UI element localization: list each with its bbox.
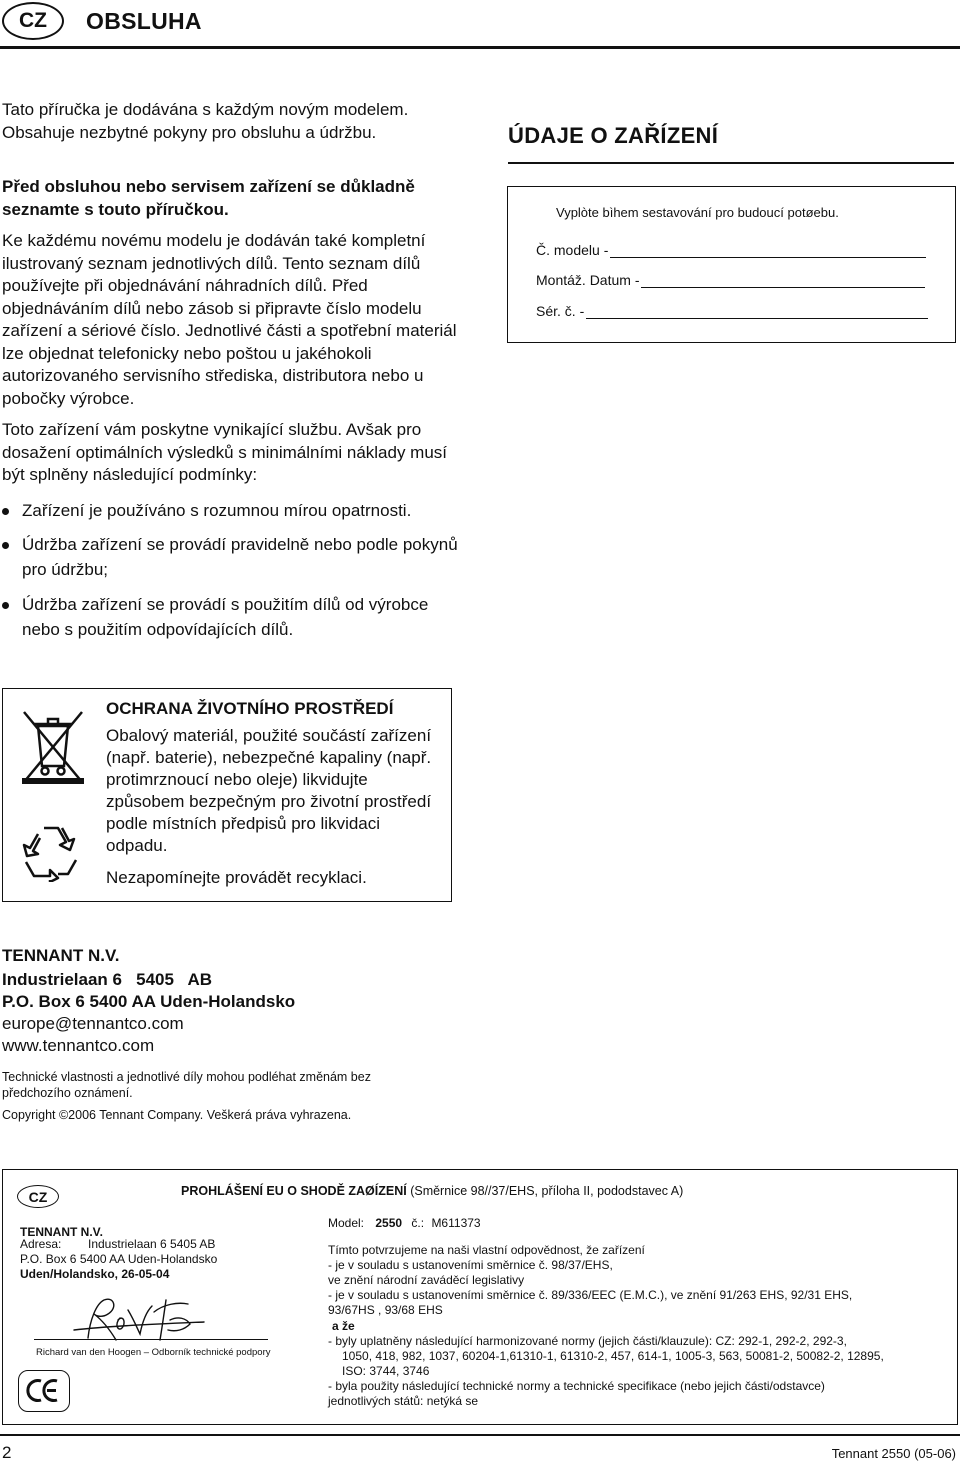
declaration-address-label: Adresa: <box>20 1237 62 1251</box>
device-data-title: ÚDAJE O ZAŘÍZENÍ <box>508 123 719 148</box>
declaration-line: 1050, 418, 982, 1037, 60204-1,61310-1, 61310-2, 457, 614-1, 1005-3, 563, 50081-2, 50082-2, 12895, <box>342 1349 884 1363</box>
language-badge: CZ <box>2 2 64 40</box>
declaration-line: - je v souladu s ustanoveními směrnice č. 89/336/EEC (E.M.C.), ve znění 91/263 EHS, 92/31 EHS, <box>328 1288 853 1302</box>
declaration-line: jednotlivých států: netýká se <box>328 1394 479 1408</box>
declaration-line: - je v souladu s ustanoveními směrnice č. 98/37/EHS, <box>328 1258 613 1272</box>
copyright: Copyright ©2006 Tennant Company. Veškerá práva vyhrazena. <box>2 1108 352 1122</box>
recycle-icon <box>18 820 84 882</box>
bullet-dot <box>2 602 9 609</box>
company-street: Industrielaan 6 5405 AB <box>2 970 213 989</box>
model-label: Model: <box>328 1216 365 1230</box>
device-data-rule <box>508 162 954 164</box>
serial-number-field[interactable] <box>586 304 928 319</box>
model-number-label: Č. modelu - <box>536 242 609 258</box>
device-data-intro: Vyplòte bìhem sestavování pro budoucí potøebu. <box>556 205 839 220</box>
declaration-line: ISO: 3744, 3746 <box>342 1364 430 1378</box>
bullet-dot <box>2 508 9 515</box>
declaration-line: ve znění národní zaváděcí legislativy <box>328 1273 525 1287</box>
page-title: OBSLUHA <box>86 8 202 34</box>
model-no-value: M611373 <box>431 1216 481 1230</box>
declaration-line: 93/67HS , 93/68 EHS <box>328 1303 443 1317</box>
serial-number-row <box>536 303 928 319</box>
model-no-label: č.: <box>411 1216 425 1230</box>
model-number-field[interactable] <box>610 243 926 258</box>
declaration-title-main: PROHLÁŠENÍ EU O SHODĚ ZAØÍZENÍ <box>181 1184 407 1198</box>
environment-text: Obalový materiál, použité součástí zařízení (např. baterie), nebezpečné kapaliny (např. protimrznoucí nebo oleje) likvidujte způsobem bezpečným pro životní prostředí podle místních předpisů pro likvidaci odpadu. <box>106 726 432 855</box>
declaration-statement: Tímto potvrzujeme na naši vlastní odpovědnost, že zařízení <box>328 1243 645 1257</box>
company-name: TENNANT N.V. <box>2 946 120 965</box>
page-number: 2 <box>2 1443 12 1462</box>
declaration-line: - byly uplatněny následující harmonizované normy (jejich části/klauzule): CZ: 292-1, 292-2, 292-3, <box>328 1334 847 1348</box>
declaration-line: a že <box>332 1319 355 1333</box>
change-notice: Technické vlastnosti a jednotlivé díly mohou podléhat změnám bez předchozího oznámení. <box>2 1070 371 1100</box>
intro-paragraph-1: Tato příručka je dodávána s každým novým modelem. Obsahuje nezbytné pokyny pro obsluhu a údržbu. <box>2 100 409 142</box>
intro-paragraph-conditions: Toto zařízení vám poskytne vynikající službu. Avšak pro dosažení optimálních výsledků s minimálními náklady musí být splněny následující podmínky: <box>2 420 448 484</box>
intro-warning: Před obsluhou nebo servisem zařízení se důkladně seznamte s touto příručkou. <box>2 177 415 219</box>
company-pobox: P.O. Box 6 5400 AA Uden-Holandsko <box>2 992 296 1011</box>
declaration-pobox: P.O. Box 6 5400 AA Uden-Holandsko <box>20 1252 218 1266</box>
declaration-company: TENNANT N.V. <box>20 1225 103 1239</box>
company-email[interactable]: europe@tennantco.com <box>2 1014 184 1033</box>
install-date-label: Montáž. Datum - <box>536 272 640 288</box>
install-date-field[interactable] <box>641 273 925 288</box>
signer-name: Richard van den Hoogen – Odborník technické podpory <box>36 1347 271 1358</box>
model-value: 2550 <box>375 1216 403 1230</box>
company-website[interactable]: www.tennantco.com <box>2 1036 155 1055</box>
crossed-bin-icon <box>20 708 86 786</box>
recycle-reminder: Nezapomínejte provádět recyklaci. <box>106 868 367 887</box>
condition-item-3: Údržba zařízení se provádí s použitím dílů od výrobce nebo s použitím odpovídajících dílů. <box>22 595 429 639</box>
serial-number-label: Sér. č. - <box>536 303 585 319</box>
declaration-title <box>181 1184 683 1198</box>
declaration-line: - byla použity následující technické normy a technické specifikace (nebo jejich části/odstavce) <box>328 1379 825 1393</box>
model-number-row <box>536 242 926 258</box>
footer-rule <box>0 1434 960 1436</box>
condition-item-2: Údržba zařízení se provádí pravidelně nebo podle pokynů pro údržbu; <box>22 535 458 579</box>
ce-mark-icon <box>18 1370 70 1412</box>
header-rule <box>0 46 960 49</box>
declaration-place-date: Uden/Holandsko, 26-05-04 <box>20 1267 170 1281</box>
bullet-dot <box>2 542 9 549</box>
document-id: Tennant 2550 (05-06) <box>831 1446 956 1461</box>
install-date-row <box>536 272 925 288</box>
declaration-title-directive: (Směrnice 98//37/EHS, příloha II, pododstavec A) <box>406 1184 684 1198</box>
signature-line <box>34 1339 268 1340</box>
declaration-model-row <box>328 1216 481 1231</box>
intro-paragraph-parts: Ke každému novému modelu je dodáván také kompletní ilustrovaný seznam jednotlivých dílů. Tento seznam dílů používejte při objednávání náhradních dílů. Před objednáváním dílů nebo zásob si připravte číslo modelu zařízení a sériové číslo. Jednotlivé části a spotřební materiál lze objednat telefonicky nebo poštou u jakéhokoli autorizovaného servisního střediska, distributora nebo u pobočky výrobce. <box>2 231 457 408</box>
signature-image <box>68 1290 208 1346</box>
environment-title: OCHRANA ŽIVOTNÍHO PROSTŘEDÍ <box>106 699 394 718</box>
declaration-language-badge: CZ <box>17 1185 59 1208</box>
declaration-address-value: Industrielaan 6 5405 AB <box>88 1237 216 1251</box>
condition-item-1: Zařízení je používáno s rozumnou mírou opatrnosti. <box>22 501 412 520</box>
